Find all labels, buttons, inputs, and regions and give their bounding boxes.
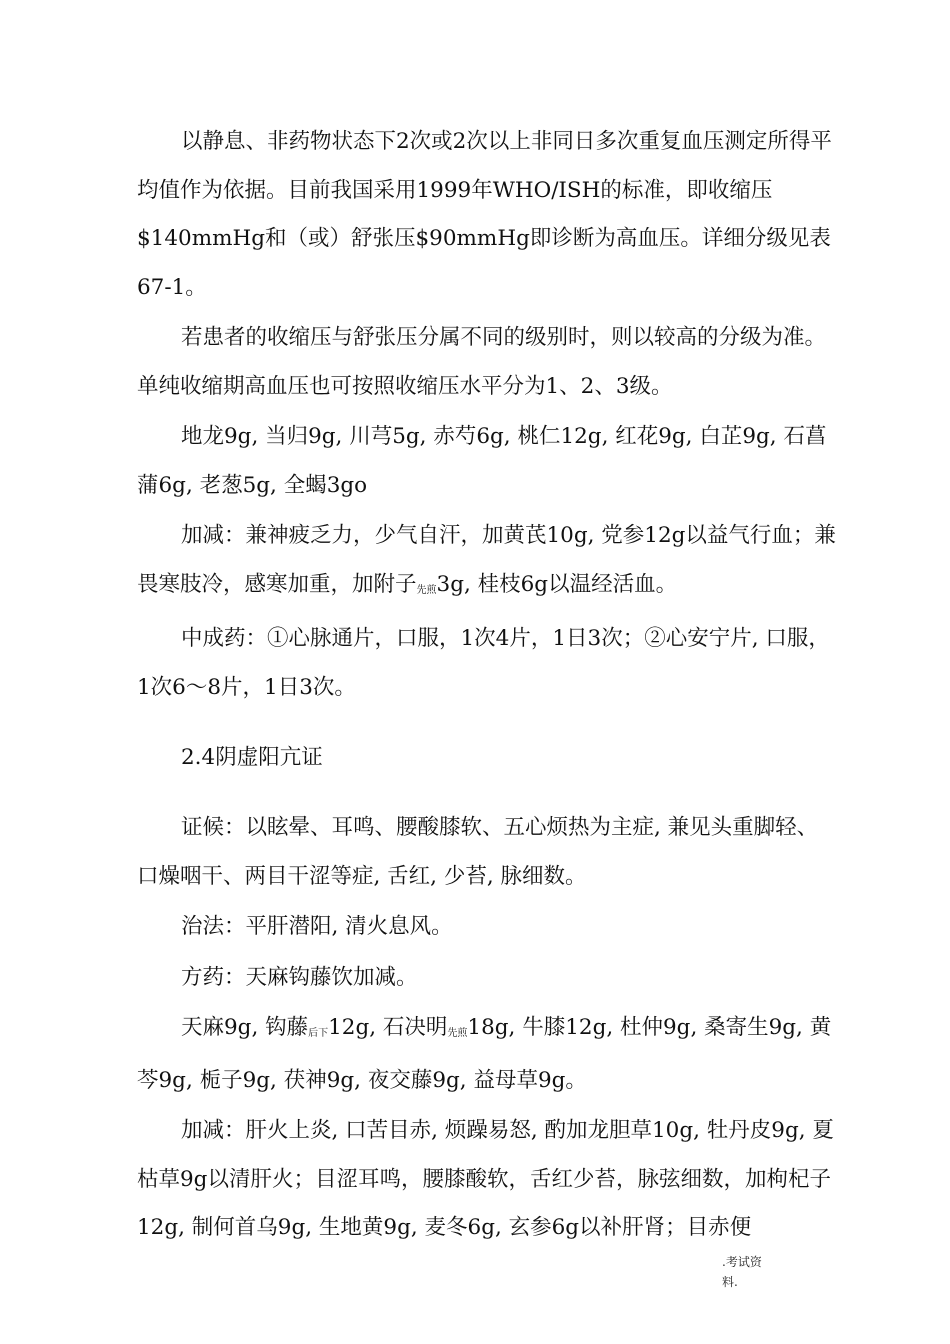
paragraph-symptoms: 证候：以眩晕、耳鸣、腰酸膝软、五心烦热为主症, 兼见头重脚轻、口燥咽干、两目干涩等症, 舌红, 少苔, 脉细数。 [137,815,819,889]
subscript-note: 先煎 [416,584,437,596]
paragraph-treatment: 治法：平肝潜阳, 清火息风。 [181,914,453,939]
subscript-note: 后下 [308,1028,329,1039]
paragraph-modification-2: 加减：肝火上炎, 口苦目赤, 烦躁易怒, 酌加龙胆草10g, 牡丹皮9g, 夏枯草9g以清肝火；目涩耳鸣，腰膝酸软，舌红少苔，脉弦细数，加枸杞子12g, 制何首乌9g, 生地黄9g, 麦冬6g, 玄参6g以补肝肾；目赤便 [137,1118,834,1240]
footer-line: 料. [722,1275,738,1289]
paragraph-grading-rule: 若患者的收缩压与舒张压分属不同的级别时，则以较高的分级为准。单纯收缩期高血压也可按照收缩压水平分为1、2、3级。 [137,325,827,399]
text-segment: 18g, 牛膝12g, 杜仲9g, 桑寄生9g, 黄芩9g, 栀子9g, 茯神9g, 夜交藤9g, 益母草9g。 [137,1015,832,1093]
subscript-note: 先煎 [447,1028,468,1039]
paragraph-prescription: 方药：天麻钩藤饮加减。 [181,964,418,990]
text-segment: 加减：兼神疲乏力，少气自汗，加黄芪10g, 党参12g以益气行血；兼畏寒肢冷，感寒加重，加附子 [137,523,836,597]
section-heading: 2.4阴虚阳亢证 [181,744,323,770]
text-segment: 天麻9g, 钩藤 [181,1015,309,1040]
footer-line: .考试资 [722,1255,762,1269]
document-body [137,118,837,1253]
page-footer [722,1252,782,1292]
paragraph-diagnosis-criteria: 以静息、非药物状态下2次或2次以上非同日多次重复血压测定所得平均值作为依据。目前我国采用1999年WHO/ISH的标准，即收缩压$140mmHg和（或）舒张压$90mmHg即诊断为高血压。详细分级见表67-1。 [137,129,832,300]
paragraph-modification-1 [137,512,837,613]
paragraph-herb-list-1: 地龙9g, 当归9g, 川芎5g, 赤芍6g, 桃仁12g, 红花9g, 白芷9g, 石菖蒲6g, 老葱5g, 全蝎3go [137,424,827,498]
text-segment: 3g, 桂枝6g以温经活血。 [436,571,678,597]
text-segment: 12g, 石决明 [328,1015,448,1040]
paragraph-patent-medicine: 中成药：①心脉通片，口服，1次4片，1日3次；②心安宁片, 口服，1次6〜8片，1日3次。 [137,626,830,700]
paragraph-herb-list-2 [137,1004,837,1105]
